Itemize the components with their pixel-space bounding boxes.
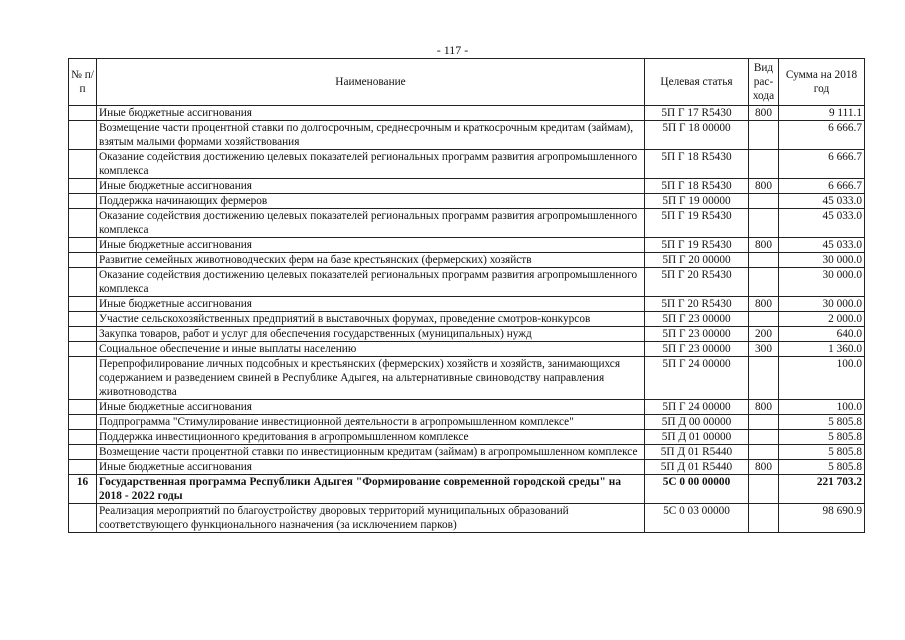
row-name-cell: Иные бюджетные ассигнования (97, 106, 645, 121)
row-expense-type-cell (749, 194, 779, 209)
row-number-cell (69, 357, 97, 400)
row-name-cell: Поддержка инвестиционного кредитования в агропромышленном комплексе (97, 430, 645, 445)
row-name-cell: Государственная программа Республики Адыгея "Формирование современной городской среды" на 2018 - 2022 годы (97, 475, 645, 504)
row-number-cell: 16 (69, 475, 97, 504)
row-sum-cell: 30 000.0 (779, 297, 865, 312)
row-sum-cell: 30 000.0 (779, 253, 865, 268)
row-sum-cell: 5 805.8 (779, 415, 865, 430)
row-number-cell (69, 297, 97, 312)
table-row (69, 415, 865, 430)
row-name-cell: Поддержка начинающих фермеров (97, 194, 645, 209)
row-name-cell: Иные бюджетные ассигнования (97, 179, 645, 194)
row-expense-type-cell (749, 504, 779, 533)
row-sum-cell: 5 805.8 (779, 445, 865, 460)
row-name-cell: Участие сельскохозяйственных предприятий в выставочных форумах, проведение смотров-конкурсов (97, 312, 645, 327)
table-row (69, 209, 865, 238)
row-target-article-cell: 5П Г 23 00000 (645, 312, 749, 327)
row-target-article-cell: 5П Д 01 R5440 (645, 445, 749, 460)
row-number-cell (69, 268, 97, 297)
row-expense-type-cell (749, 430, 779, 445)
table-row (69, 268, 865, 297)
table-row (69, 312, 865, 327)
row-number-cell (69, 400, 97, 415)
row-sum-cell: 6 666.7 (779, 179, 865, 194)
header-target-article: Целевая статья (645, 59, 749, 106)
row-target-article-cell: 5С 0 03 00000 (645, 504, 749, 533)
row-target-article-cell: 5П Г 24 00000 (645, 357, 749, 400)
row-expense-type-cell (749, 475, 779, 504)
row-sum-cell: 45 033.0 (779, 209, 865, 238)
row-name-cell: Иные бюджетные ассигнования (97, 238, 645, 253)
row-number-cell (69, 194, 97, 209)
header-expense-type: Вид рас-хода (749, 59, 779, 106)
row-expense-type-cell (749, 209, 779, 238)
row-target-article-cell: 5П Г 20 R5430 (645, 297, 749, 312)
table-row (69, 445, 865, 460)
row-target-article-cell: 5П Г 20 00000 (645, 253, 749, 268)
row-name-cell: Подпрограмма "Стимулирование инвестиционной деятельности в агропромышленном комплексе" (97, 415, 645, 430)
row-sum-cell: 6 666.7 (779, 150, 865, 179)
row-target-article-cell: 5П Г 18 00000 (645, 121, 749, 150)
row-sum-cell: 98 690.9 (779, 504, 865, 533)
row-target-article-cell: 5П Г 19 00000 (645, 194, 749, 209)
row-expense-type-cell: 300 (749, 342, 779, 357)
row-number-cell (69, 121, 97, 150)
row-expense-type-cell: 800 (749, 238, 779, 253)
row-name-cell: Возмещение части процентной ставки по долгосрочным, среднесрочным и краткосрочным кредитам (займам), взятым малыми формами хозяйствования (97, 121, 645, 150)
row-expense-type-cell (749, 357, 779, 400)
row-number-cell (69, 179, 97, 194)
row-name-cell: Социальное обеспечение и иные выплаты населению (97, 342, 645, 357)
row-number-cell (69, 460, 97, 475)
table-row (69, 297, 865, 312)
row-name-cell: Иные бюджетные ассигнования (97, 400, 645, 415)
row-sum-cell: 2 000.0 (779, 312, 865, 327)
row-sum-cell: 1 360.0 (779, 342, 865, 357)
row-name-cell: Иные бюджетные ассигнования (97, 460, 645, 475)
row-expense-type-cell (749, 253, 779, 268)
table-row (69, 121, 865, 150)
row-sum-cell: 100.0 (779, 357, 865, 400)
row-target-article-cell: 5П Г 23 00000 (645, 342, 749, 357)
row-name-cell: Перепрофилирование личных подсобных и крестьянских (фермерских) хозяйств и хозяйств, занимающихся содержанием и разведением свиней в Республике Адыгея, на альтернативные свиноводству направления животноводства (97, 357, 645, 400)
row-expense-type-cell: 800 (749, 106, 779, 121)
row-number-cell (69, 253, 97, 268)
table-row (69, 400, 865, 415)
row-number-cell (69, 430, 97, 445)
table-header-row (69, 59, 865, 106)
row-expense-type-cell (749, 150, 779, 179)
row-target-article-cell: 5П Д 01 00000 (645, 430, 749, 445)
row-sum-cell: 6 666.7 (779, 121, 865, 150)
row-sum-cell: 45 033.0 (779, 194, 865, 209)
header-sum: Сумма на 2018 год (779, 59, 865, 106)
row-name-cell: Оказание содействия достижению целевых показателей региональных программ развития агропромышленного комплекса (97, 150, 645, 179)
row-name-cell: Закупка товаров, работ и услуг для обеспечения государственных (муниципальных) нужд (97, 327, 645, 342)
table-row (69, 179, 865, 194)
row-name-cell: Возмещение части процентной ставки по инвестиционным кредитам (займам) в агропромышленном комплексе (97, 445, 645, 460)
row-target-article-cell: 5П Г 18 R5430 (645, 179, 749, 194)
row-sum-cell: 30 000.0 (779, 268, 865, 297)
row-target-article-cell: 5П Г 20 R5430 (645, 268, 749, 297)
row-target-article-cell: 5П Г 19 R5430 (645, 209, 749, 238)
row-expense-type-cell: 800 (749, 400, 779, 415)
row-target-article-cell: 5П Д 00 00000 (645, 415, 749, 430)
row-name-cell: Оказание содействия достижению целевых показателей региональных программ развития агропромышленного комплекса (97, 209, 645, 238)
row-expense-type-cell (749, 445, 779, 460)
table-row (69, 342, 865, 357)
row-target-article-cell: 5С 0 00 00000 (645, 475, 749, 504)
row-target-article-cell: 5П Д 01 R5440 (645, 460, 749, 475)
row-expense-type-cell (749, 312, 779, 327)
row-target-article-cell: 5П Г 19 R5430 (645, 238, 749, 253)
row-name-cell: Реализация мероприятий по благоустройству дворовых территорий муниципальных образований соответствующего функционального назначения (за исключением парков) (97, 504, 645, 533)
row-expense-type-cell (749, 268, 779, 297)
row-sum-cell: 221 703.2 (779, 475, 865, 504)
budget-table (68, 58, 865, 533)
row-expense-type-cell: 200 (749, 327, 779, 342)
table-row (69, 327, 865, 342)
row-number-cell (69, 415, 97, 430)
row-number-cell (69, 209, 97, 238)
row-number-cell (69, 106, 97, 121)
row-sum-cell: 5 805.8 (779, 460, 865, 475)
row-sum-cell: 5 805.8 (779, 430, 865, 445)
table-row (69, 194, 865, 209)
row-expense-type-cell (749, 121, 779, 150)
row-expense-type-cell: 800 (749, 179, 779, 194)
row-sum-cell: 9 111.1 (779, 106, 865, 121)
row-name-cell: Оказание содействия достижению целевых показателей региональных программ развития агропромышленного комплекса (97, 268, 645, 297)
page-number: - 117 - (436, 43, 469, 57)
row-expense-type-cell (749, 415, 779, 430)
table-row (69, 253, 865, 268)
table-row (69, 150, 865, 179)
row-number-cell (69, 238, 97, 253)
row-target-article-cell: 5П Г 23 00000 (645, 327, 749, 342)
row-sum-cell: 45 033.0 (779, 238, 865, 253)
row-name-cell: Иные бюджетные ассигнования (97, 297, 645, 312)
table-row (69, 106, 865, 121)
row-expense-type-cell: 800 (749, 297, 779, 312)
row-target-article-cell: 5П Г 17 R5430 (645, 106, 749, 121)
table-row (69, 357, 865, 400)
row-number-cell (69, 342, 97, 357)
row-number-cell (69, 150, 97, 179)
row-target-article-cell: 5П Г 18 R5430 (645, 150, 749, 179)
row-number-cell (69, 327, 97, 342)
table-row (69, 504, 865, 533)
table-body (69, 106, 865, 533)
table-row (69, 475, 865, 504)
table-row (69, 430, 865, 445)
row-name-cell: Развитие семейных животноводческих ферм на базе крестьянских (фермерских) хозяйств (97, 253, 645, 268)
header-name: Наименование (97, 59, 645, 106)
table-row (69, 460, 865, 475)
row-sum-cell: 640.0 (779, 327, 865, 342)
row-expense-type-cell: 800 (749, 460, 779, 475)
header-number: № п/п (69, 59, 97, 106)
row-number-cell (69, 312, 97, 327)
row-number-cell (69, 504, 97, 533)
table-row (69, 238, 865, 253)
row-sum-cell: 100.0 (779, 400, 865, 415)
row-number-cell (69, 445, 97, 460)
row-target-article-cell: 5П Г 24 00000 (645, 400, 749, 415)
